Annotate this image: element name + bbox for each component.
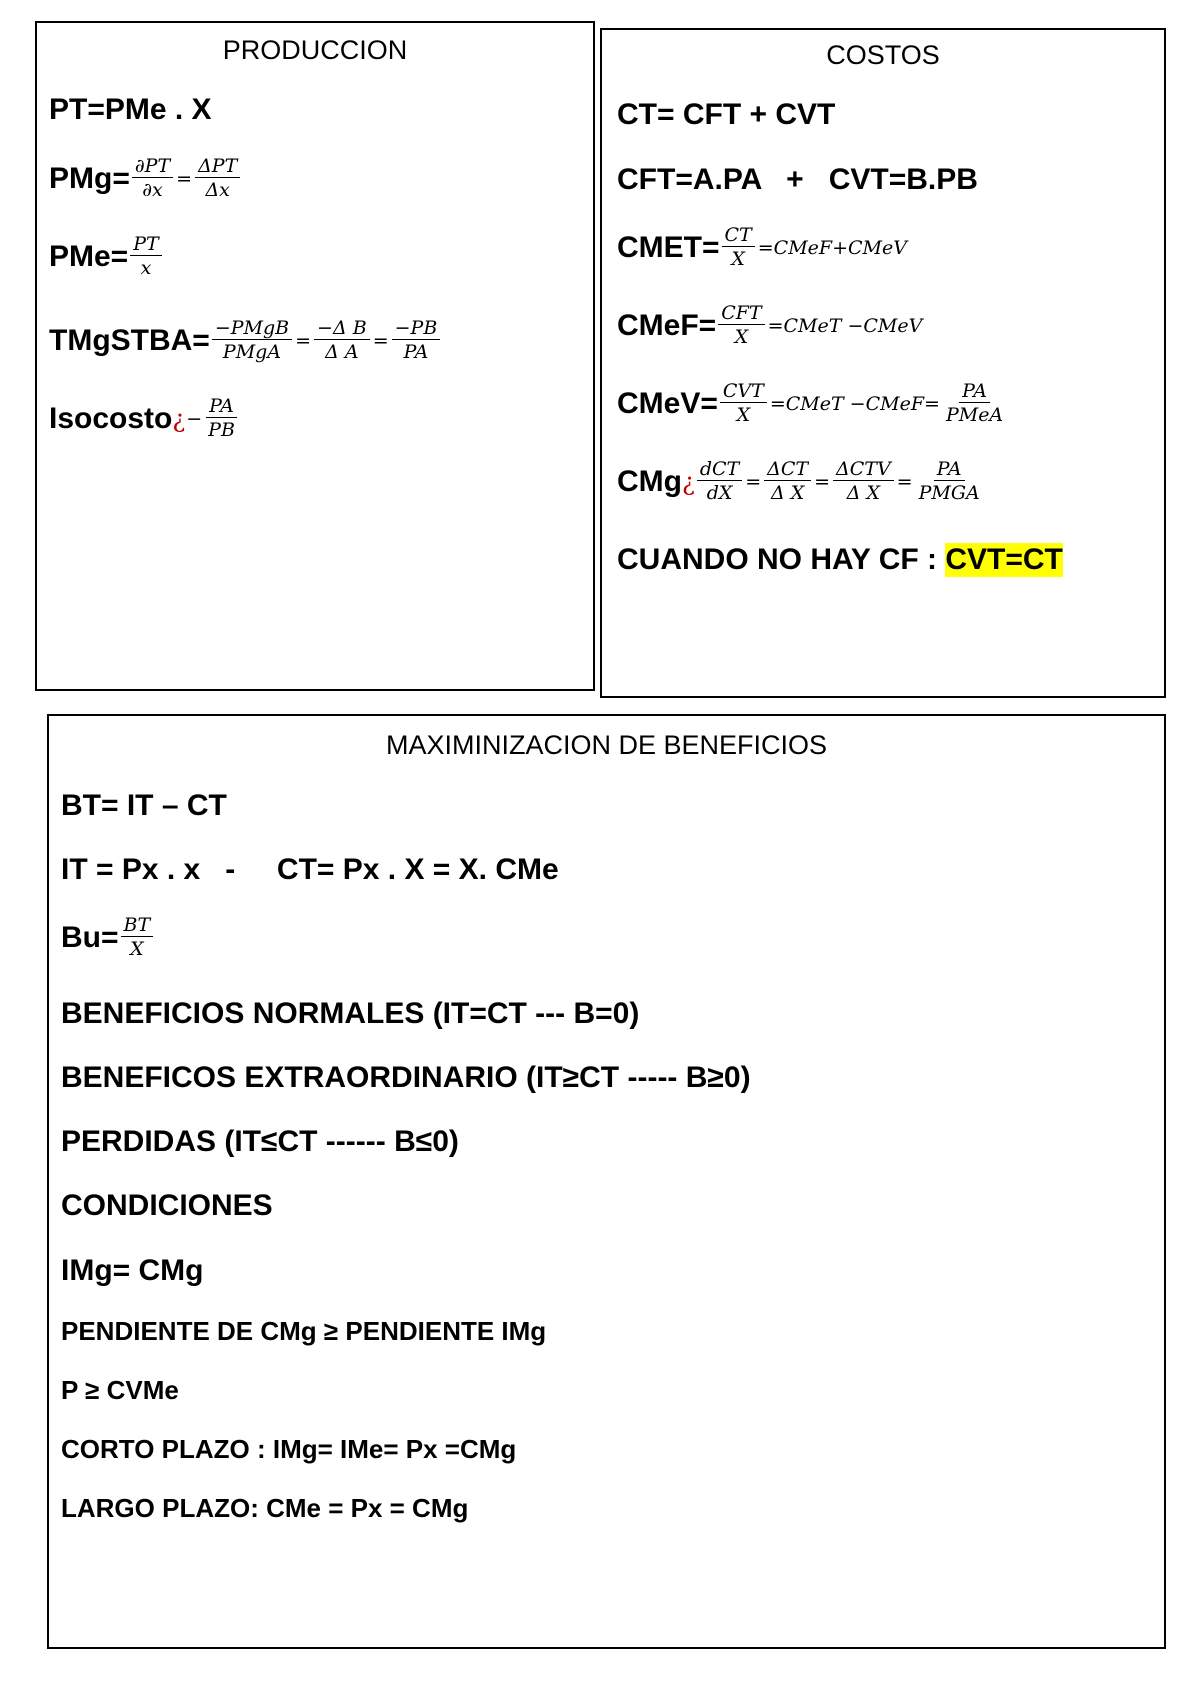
cmg-f3-den: Δ X [846, 482, 880, 504]
cmg-f1-den: dX [706, 482, 733, 504]
formula-cmet [617, 224, 908, 271]
cmev-f1-den: X [736, 404, 751, 426]
tmg-eq1: = [295, 329, 312, 352]
beneficios-normales: BENEFICIOS NORMALES (IT=CT --- B=0) [61, 997, 640, 1030]
beneficios-extraordinarios: BENEFICOS EXTRAORDINARIO (IT≥CT ----- B≥0) [61, 1061, 751, 1094]
maximizacion-title: MAXIMINIZACION DE BENEFICIOS [385, 730, 828, 760]
cmg-f2-num: ΔCT [764, 458, 811, 481]
cuando-highlight: CVT=CT [945, 543, 1063, 576]
condiciones-heading: CONDICIONES [61, 1189, 273, 1222]
cmef-label: CMeF= [617, 308, 717, 342]
cmev-label: CMeV= [617, 386, 718, 420]
iso-fraction [205, 395, 238, 442]
formula-cmev [617, 380, 1008, 427]
cmg-f3-num: ΔCTV [833, 458, 894, 481]
bu-f1-den: X [130, 938, 144, 960]
tmg-fraction-2 [314, 317, 370, 364]
iso-glyph: ¿ [172, 404, 186, 433]
cmet-rest: =CMeF+CMeV [757, 236, 907, 259]
pme-fraction [130, 233, 161, 280]
corto-plazo: CORTO PLAZO : IMg= IMe= Px =CMg [61, 1434, 517, 1464]
iso-f1-den: PB [208, 419, 235, 441]
cuando-text: CUANDO NO HAY CF : [617, 543, 946, 576]
pmg-eq: = [176, 167, 193, 190]
cmev-f1-num: CVT [720, 380, 767, 403]
pmg-f2-den: Δx [205, 179, 230, 201]
bu-label: Bu= [61, 920, 119, 954]
pmg-label: PMg= [49, 161, 130, 195]
cmg-glyph: ¿ [681, 467, 695, 496]
tmg-f1-num: −PMgB [212, 317, 292, 340]
costos-box [600, 28, 1166, 698]
cmef-rest: =CMeT −CMeV [767, 314, 923, 337]
cmg-fraction-4 [916, 458, 983, 505]
cmev-fraction-1 [720, 380, 767, 427]
cmg-f4-num: PA [934, 458, 965, 481]
pmg-f1-den: ∂x [142, 179, 163, 201]
formula-pmg [49, 155, 242, 202]
cmg-label: CMg [617, 464, 682, 498]
pmg-f2-num: ΔPT [195, 155, 240, 178]
cmev-fraction-2 [943, 380, 1006, 427]
pme-f1-num: PT [130, 233, 161, 256]
cmg-fraction-3 [833, 458, 894, 505]
formula-ct: CT= CFT + CVT [617, 98, 836, 131]
cmef-f1-den: X [734, 326, 749, 348]
cmev-rest: =CMeT −CMeF= [769, 392, 940, 415]
formula-pt: PT=PMe . X [49, 93, 212, 126]
maximizacion-box [47, 714, 1166, 1649]
condicion-pendiente: PENDIENTE DE CMg ≥ PENDIENTE IMg [61, 1316, 547, 1346]
tmg-fraction-1 [212, 317, 292, 364]
pmg-fraction-partial [132, 155, 173, 202]
cmg-f1-num: dCT [697, 458, 742, 481]
pme-label: PMe= [49, 239, 129, 273]
bu-fraction [121, 914, 154, 961]
tmg-eq2: = [372, 329, 389, 352]
cmef-fraction [718, 302, 764, 349]
tmg-label: TMgSTBA= [49, 323, 210, 357]
formula-pme [49, 233, 164, 280]
cuando-no-hay-cf [617, 543, 1063, 577]
cmev-f2-den: PMeA [945, 404, 1004, 426]
pmg-f1-num: ∂PT [132, 155, 173, 178]
formula-cmg [617, 458, 985, 505]
tmg-fraction-3 [392, 317, 441, 364]
condicion-img-cmg: IMg= CMg [61, 1254, 204, 1287]
cmg-fraction-1 [697, 458, 742, 505]
cmet-fraction [722, 224, 755, 271]
cmg-f2-den: Δ X [770, 482, 805, 504]
cmev-f2-num: PA [959, 380, 990, 403]
cmg-f4-den: PMGA [918, 482, 980, 504]
pmg-fraction-delta [195, 155, 240, 202]
iso-minus: − [186, 407, 203, 430]
cmet-label: CMET= [617, 230, 720, 264]
costos-title: COSTOS [826, 40, 940, 70]
iso-label: Isocosto [49, 401, 173, 435]
cmef-f1-num: CFT [718, 302, 764, 325]
cmg-fraction-2 [764, 458, 811, 505]
cmg-eq3: = [896, 470, 913, 493]
cmg-eq2: = [814, 470, 831, 493]
formula-bu [61, 914, 155, 961]
cmet-f1-den: X [731, 248, 745, 270]
iso-f1-num: PA [206, 395, 237, 418]
condicion-p-cvme: P ≥ CVMe [61, 1375, 179, 1405]
formula-isocosto [49, 395, 240, 442]
perdidas: PERDIDAS (IT≤CT ------ B≤0) [61, 1125, 459, 1158]
largo-plazo: LARGO PLAZO: CMe = Px = CMg [61, 1493, 469, 1523]
tmg-f3-num: −PB [392, 317, 441, 340]
bu-f1-num: BT [121, 914, 154, 937]
formula-cft-cvt: CFT=A.PA + CVT=B.PB [617, 163, 978, 196]
pme-f1-den: x [140, 257, 152, 279]
tmg-f3-den: PA [403, 341, 429, 363]
formula-tmgstba [49, 317, 442, 364]
formula-it-ct: IT = Px . x - CT= Px . X = X. CMe [61, 853, 559, 886]
produccion-box [35, 21, 595, 691]
tmg-f2-den: Δ A [325, 341, 359, 363]
tmg-f1-den: PMgA [222, 341, 282, 363]
cmg-eq1: = [745, 470, 762, 493]
formula-bt: BT= IT – CT [61, 789, 227, 822]
cmet-f1-num: CT [722, 224, 755, 247]
formula-cmef [617, 302, 923, 349]
produccion-title: PRODUCCION [222, 35, 408, 65]
tmg-f2-num: −Δ B [314, 317, 370, 340]
